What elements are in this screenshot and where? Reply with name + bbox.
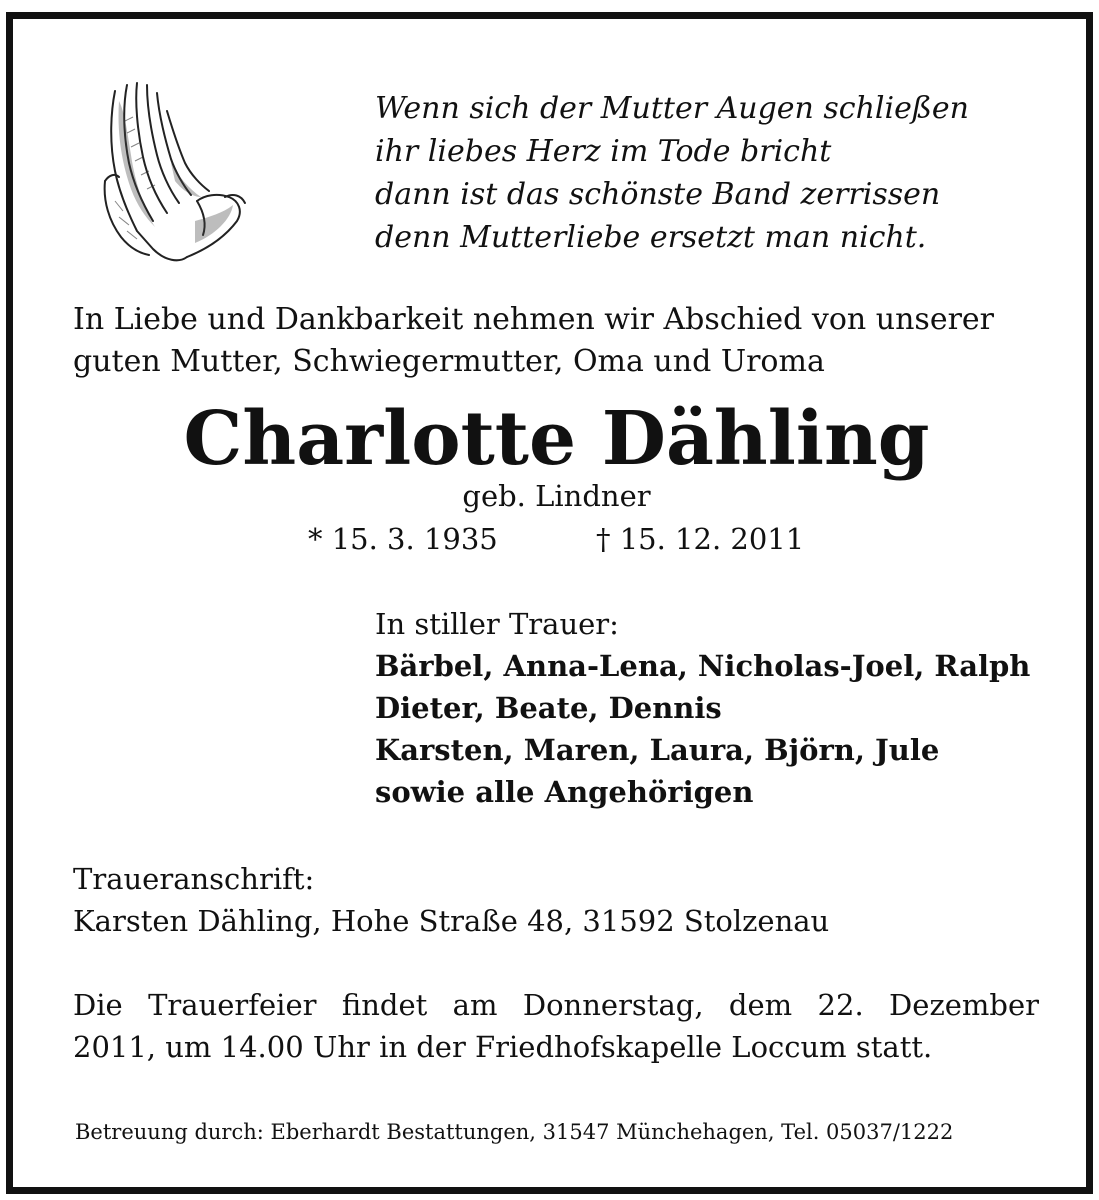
mourners-line: Karsten, Maren, Laura, Björn, Jule — [375, 733, 940, 767]
poem — [375, 87, 969, 259]
mourners-line: Dieter, Beate, Dennis — [375, 691, 722, 725]
funeral-line: Die Trauerfeier findet am Donnerstag, dem 22. Dezember — [73, 988, 1039, 1022]
mourners-line: Bärbel, Anna-Lena, Nicholas-Joel, Ralph — [375, 649, 1031, 683]
intro-line: guten Mutter, Schwiegermutter, Oma und Uroma — [73, 344, 825, 379]
funeral-notice — [73, 984, 1039, 1068]
mourners-heading: In stiller Trauer: — [375, 607, 619, 641]
mourners-line: sowie alle Angehörigen — [375, 775, 754, 809]
death-date: † 15. 12. 2011 — [596, 522, 805, 556]
poem-line: Wenn sich der Mutter Augen schließen — [375, 91, 969, 126]
deceased-name: Charlotte Dähling — [183, 396, 930, 482]
mourners-block — [375, 603, 1030, 813]
poem-line: dann ist das schönste Band zerrissen — [375, 177, 941, 212]
address-text: Karsten Dähling, Hohe Straße 48, 31592 Stolzenau — [73, 904, 830, 938]
obituary-frame — [6, 12, 1093, 1194]
poem-line: ihr liebes Herz im Tode bricht — [375, 134, 832, 169]
birth-date: * 15. 3. 1935 — [308, 522, 498, 556]
intro-text — [73, 299, 994, 383]
praying-hands-icon — [75, 71, 255, 271]
intro-line: In Liebe und Dankbarkeit nehmen wir Abschied von unserer — [73, 302, 995, 337]
funeral-line: 2011, um 14.00 Uhr in der Friedhofskapelle Loccum statt. — [73, 1030, 933, 1064]
poem-line: denn Mutterliebe ersetzt man nicht. — [375, 220, 927, 255]
funeral-home-footer: Betreuung durch: Eberhardt Bestattungen, 31547 Münchehagen, Tel. 05037/1222 — [75, 1120, 954, 1144]
mourning-address — [73, 858, 829, 942]
address-label: Traueranschrift: — [73, 862, 315, 896]
maiden-name: geb. Lindner — [462, 479, 651, 513]
